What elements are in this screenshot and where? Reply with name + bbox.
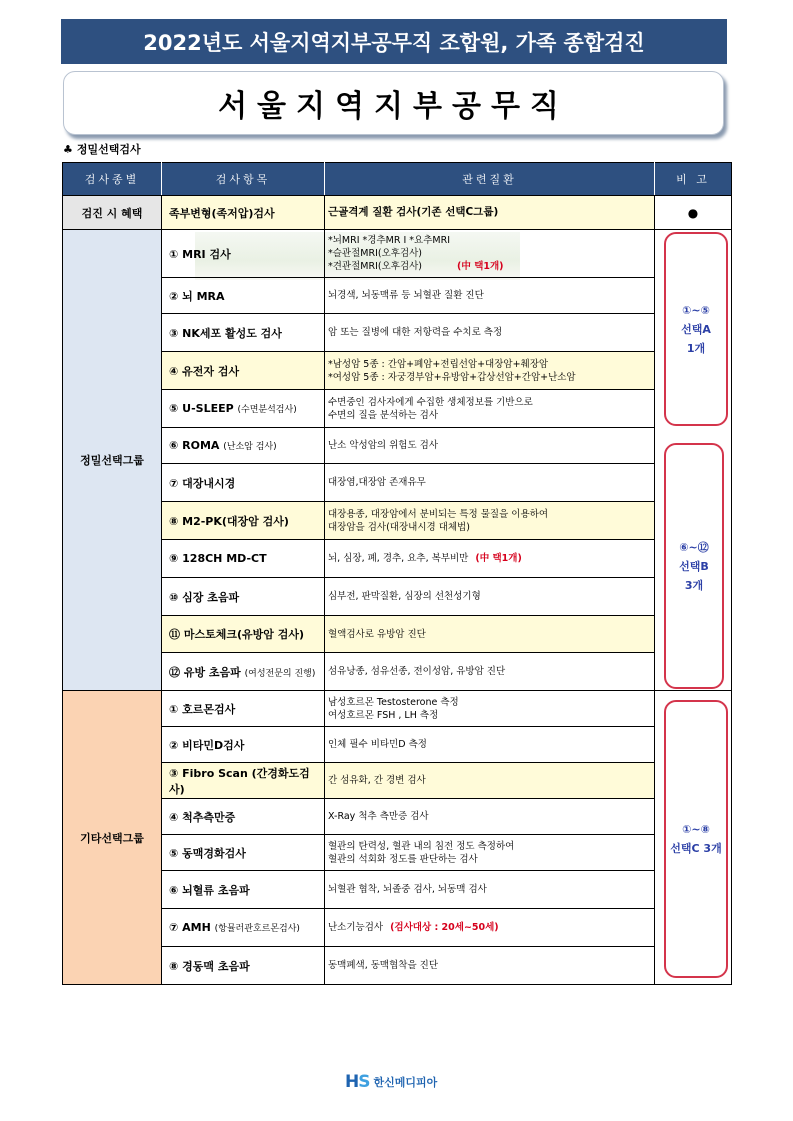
other-row (63, 947, 732, 985)
disease-line: 남성호르몬 Testosterone 측정 (328, 696, 459, 708)
precision-row (63, 616, 732, 653)
benefit-disease: 근골격계 질환 검사(기존 선택C그룹) (325, 196, 655, 230)
disease-line: 암 또는 질병에 대한 저항력을 수치로 측정 (328, 327, 503, 338)
note-b-count: 3개 (684, 578, 704, 592)
disease-line: *여성암 5종 : 자궁경부암+유방암+갑상선암+간암+난소암 (328, 371, 576, 383)
exam-item (162, 230, 325, 278)
disease-line: 뇌, 심장, 폐, 경추, 요추, 복부비만 (328, 553, 469, 564)
note-a-count: 1개 (686, 341, 706, 355)
company-name: 한신메디피아 (373, 1076, 438, 1089)
note-c-range: ①~⑧ (682, 823, 710, 836)
related-disease (325, 799, 655, 835)
exam-item-name: ④ 유전자 검사 (169, 364, 240, 378)
precision-row (63, 464, 732, 502)
other-row (63, 835, 732, 871)
exam-item-name: ⑤ U-SLEEP (169, 402, 234, 415)
exam-item (162, 352, 325, 390)
disease-line: 혈액검사로 유방암 진단 (328, 628, 426, 640)
exam-item-name: ② 비타민D검사 (169, 738, 245, 752)
exam-item-name: ⑦ AMH (169, 921, 211, 934)
related-disease (325, 871, 655, 909)
precision-row (63, 352, 732, 390)
disease-line: 동맥폐색, 동맥협착을 진단 (328, 960, 439, 971)
disease-line: 심부전, 판막질환, 심장의 선천성기형 (328, 591, 481, 602)
exam-item-note: (수면분석검사) (237, 405, 297, 415)
precision-row (63, 502, 732, 540)
other-group-label: 기타선택그룹 (63, 691, 162, 985)
related-disease (325, 835, 655, 871)
related-disease (325, 502, 655, 540)
exam-item-name: ① 호르몬검사 (169, 702, 236, 716)
section-label (63, 141, 141, 157)
other-row (63, 799, 732, 835)
benefit-item: 족부변형(족저압)검사 (162, 196, 325, 230)
note-select-c (664, 700, 728, 978)
related-disease (325, 653, 655, 691)
page-title: 서울지역지부공무직 (63, 71, 724, 135)
exam-item (162, 464, 325, 502)
precision-row (63, 653, 732, 691)
exam-item-name: ⑦ 대장내시경 (169, 476, 236, 490)
related-disease (325, 428, 655, 464)
related-disease (325, 278, 655, 314)
section-label-text: 정밀선택검사 (76, 143, 141, 156)
exam-item-name: ⑥ 뇌혈류 초음파 (169, 883, 250, 897)
exam-item (162, 799, 325, 835)
exam-item (162, 314, 325, 352)
note-select-b (664, 443, 724, 689)
related-disease (325, 578, 655, 616)
related-disease (325, 352, 655, 390)
disease-line: *슬관절MRI(오후검사) (328, 248, 423, 259)
related-disease (325, 763, 655, 799)
exam-item (162, 947, 325, 985)
exam-item-name: ⑧ 경동맥 초음파 (169, 959, 250, 973)
exam-item-name: ③ NK세포 활성도 검사 (169, 326, 282, 340)
disease-line: 난소 악성암의 위험도 검사 (328, 440, 439, 451)
other-row (63, 691, 732, 727)
banner-title: 2022년도 서울지역지부공무직 조합원, 가족 종합검진 (61, 19, 727, 64)
benefit-group: 검진 시 혜택 (63, 196, 162, 230)
note-select-a (664, 232, 728, 426)
exam-item-name: ⑧ M2-PK(대장암 검사) (169, 514, 289, 528)
exam-item-name: ⑩ 심장 초음파 (169, 590, 240, 604)
exam-item-note: (난소암 검사) (223, 442, 277, 452)
related-disease (325, 947, 655, 985)
related-disease (325, 727, 655, 763)
header-disease: 관련질환 (325, 163, 655, 196)
note-a-label: 선택A (681, 322, 711, 336)
exam-item (162, 691, 325, 727)
related-disease (325, 464, 655, 502)
exam-item (162, 616, 325, 653)
club-icon: ♣ (63, 143, 73, 156)
related-disease (325, 691, 655, 727)
hs-logo-icon: HS (345, 1072, 370, 1092)
precision-row (63, 540, 732, 578)
exam-item-note: (여성전문의 진행) (244, 668, 316, 679)
disease-line: 수면중인 검사자에게 수집한 생체정보를 기반으로 (328, 396, 533, 408)
disease-line: 뇌혈관 협착, 뇌졸중 검사, 뇌동맥 검사 (328, 884, 487, 895)
exam-item (162, 502, 325, 540)
exam-item-name: ① MRI 검사 (169, 247, 231, 261)
disease-line: 대장용종, 대장암에서 분비되는 특정 물질을 이용하여 (328, 508, 549, 520)
disease-line: *뇌MRI *경추MR I *요추MRI (328, 235, 450, 246)
exam-item-name: ⑫ 유방 초음파 (169, 665, 241, 679)
related-disease (325, 909, 655, 947)
disease-line: 대장암을 검사(대장내시경 대체법) (328, 521, 470, 533)
exam-item-name: ④ 척추측만증 (169, 810, 236, 824)
exam-table (62, 162, 732, 985)
related-disease (325, 540, 655, 578)
disease-line: 혈관의 탄력성, 혈관 내의 침전 정도 측정하여 (328, 840, 515, 852)
exam-item-name: ⑨ 128CH MD-CT (169, 552, 267, 565)
exam-item (162, 540, 325, 578)
exam-item-name: ⑪ 마스토체크(유방암 검사) (169, 628, 304, 641)
exam-item (162, 653, 325, 691)
exam-item (162, 578, 325, 616)
disease-line: 인체 필수 비타민D 측정 (328, 739, 427, 750)
header-item: 검사항목 (162, 163, 325, 196)
exam-item (162, 428, 325, 464)
other-row (63, 909, 732, 947)
benefit-note-dot: ● (655, 196, 732, 230)
header-note: 비 고 (655, 163, 732, 196)
disease-line: X-Ray 척추 측만증 검사 (328, 811, 429, 822)
related-disease (325, 314, 655, 352)
disease-line: 수면의 질을 분석하는 검사 (328, 409, 439, 421)
red-note: (검사대상 : 20세~50세) (390, 922, 499, 933)
other-row (63, 727, 732, 763)
related-disease (325, 230, 655, 278)
note-a-range: ①~⑤ (682, 303, 710, 317)
disease-line: 뇌경색, 뇌동맥류 등 뇌혈관 질환 진단 (328, 290, 484, 301)
other-row (63, 871, 732, 909)
exam-item (162, 390, 325, 428)
exam-item (162, 278, 325, 314)
precision-row (63, 428, 732, 464)
disease-line: 혈관의 석회화 정도를 판단하는 검사 (328, 853, 478, 865)
exam-item-name: ③ Fibro Scan (간경화도검사) (169, 766, 310, 796)
precision-row (63, 230, 732, 278)
precision-group-label: 정밀선택그룹 (63, 230, 162, 691)
note-b-label: 선택B (679, 559, 709, 573)
exam-item (162, 835, 325, 871)
exam-item (162, 871, 325, 909)
benefit-row (63, 196, 732, 230)
disease-line: 난소기능검사 (328, 922, 384, 933)
exam-item (162, 727, 325, 763)
precision-row (63, 390, 732, 428)
header-type: 검사종별 (63, 163, 162, 196)
related-disease (325, 616, 655, 653)
disease-line: 여성호르몬 FSH , LH 측정 (328, 709, 439, 721)
exam-item-note: (항뮬러관호르몬검사) (214, 924, 300, 934)
other-row (63, 763, 732, 799)
red-note: (中 택1개) (457, 261, 504, 272)
exam-item-name: ⑤ 동맥경화검사 (169, 846, 246, 860)
related-disease (325, 390, 655, 428)
exam-item-name: ⑥ ROMA (169, 439, 220, 452)
precision-row (63, 278, 732, 314)
note-c-label: 선택C 3개 (670, 842, 722, 855)
disease-line: 대장염,대장암 존재유무 (328, 477, 426, 488)
exam-item-name: ② 뇌 MRA (169, 289, 225, 303)
footer-logo (345, 1072, 437, 1092)
exam-item (162, 909, 325, 947)
precision-row (63, 578, 732, 616)
exam-item (162, 763, 325, 799)
note-b-range: ⑥~⑫ (679, 540, 709, 554)
disease-line: *견관절MRI(오후검사) (328, 261, 423, 272)
precision-row (63, 314, 732, 352)
red-note: (中 택1개) (475, 553, 522, 564)
disease-line: 간 섬유화, 간 경변 검사 (328, 775, 426, 786)
disease-line: 섬유낭종, 섬유선종, 전이성암, 유방암 진단 (328, 666, 506, 677)
disease-line: *남성암 5종 : 간암+폐암+전립선암+대장암+췌장암 (328, 358, 549, 370)
table-header-row (63, 163, 732, 196)
